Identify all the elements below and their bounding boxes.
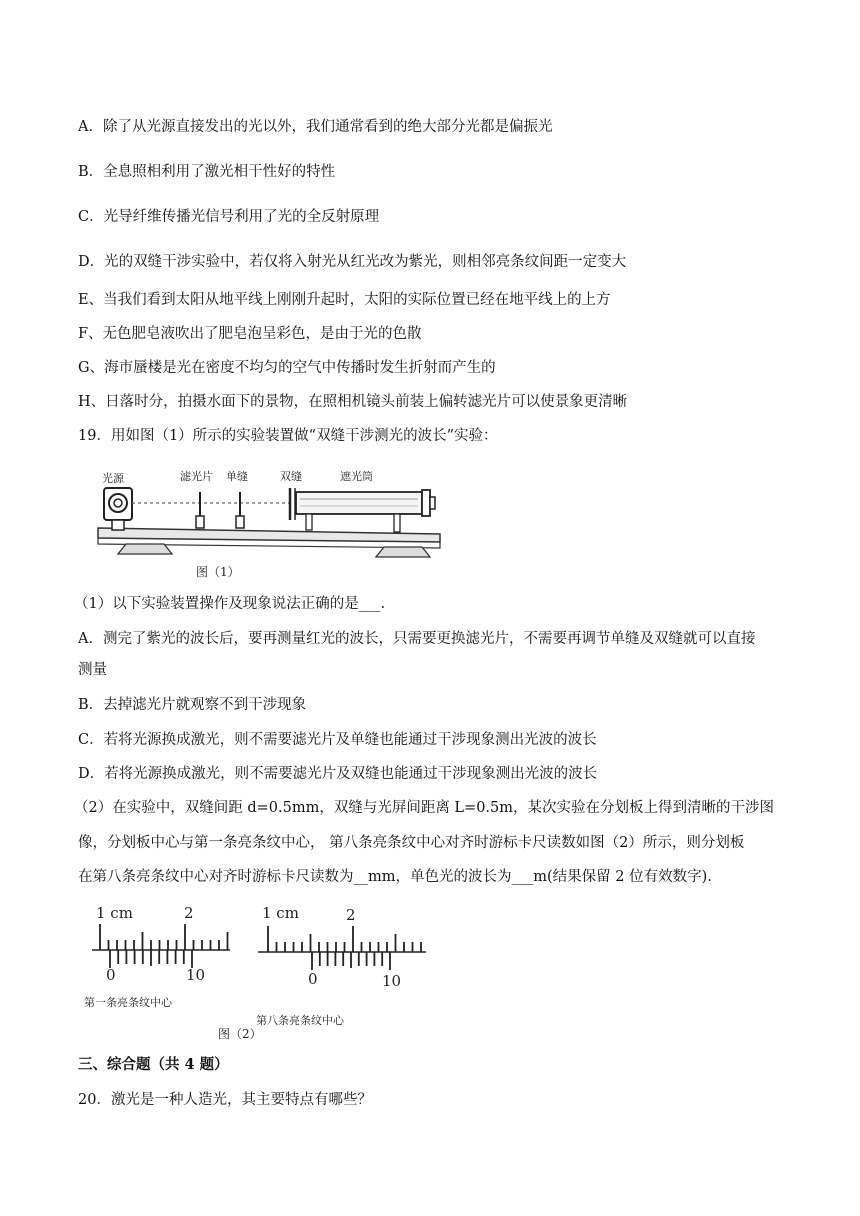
q19-option-D: D．若将光源换成激光，则不需要滤光片及双缝也能通过干涉现象测出光波的波长 — [78, 766, 598, 782]
option-C: C．光导纤维传播光信号利用了光的全反射原理 — [78, 209, 380, 225]
vernier-reading-left — [84, 904, 230, 1009]
question-20: 20．激光是一种人造光，其主要特点有哪些？ — [78, 1092, 372, 1108]
right-caption: 第八条亮条纹中心 — [256, 1014, 344, 1027]
question-19-part-2-line2: 像，分划板中心与第一条亮条纹中心， 第八条亮条纹中心对齐时游标卡尺读数如图（2）所示，则分划板 — [78, 835, 745, 851]
option-B: B．全息照相利用了激光相干性好的特性 — [78, 164, 336, 180]
question-19-part-2-line1: （2）在实验中，双缝间距 d=0.5mm，双缝与光屏间距离 L=0.5m，某次实验在分划板上得到清晰的干涉图 — [74, 800, 775, 816]
right-vernier-10: 10 — [382, 972, 402, 990]
section-3-heading: 三、综合题（共 4 题） — [78, 1056, 229, 1073]
right-main-label-1cm: 1 cm — [262, 904, 299, 922]
label-light-source: 光源 — [102, 472, 124, 485]
question-19-part-2-line3: 在第八条亮条纹中心对齐时游标卡尺读数为__mm，单色光的波长为___m(结果保留 2 位有效数字). — [78, 869, 712, 885]
option-E: E、当我们看到太阳从地平线上刚刚升起时，太阳的实际位置已经在地平线上的上方 — [78, 292, 611, 308]
question-19-part-1: （1）以下实验装置操作及现象说法正确的是___. — [74, 596, 386, 612]
left-vernier-10: 10 — [186, 966, 206, 984]
q19-option-A-line2: 测量 — [78, 662, 107, 678]
figure-1-apparatus — [92, 462, 452, 582]
label-double-slit: 双缝 — [280, 470, 302, 483]
vernier-reading-right — [256, 904, 426, 1027]
left-caption: 第一条亮条纹中心 — [84, 996, 172, 1009]
figure-1-caption: 图（1） — [196, 565, 240, 579]
figure-2-vernier — [80, 898, 440, 1046]
option-D: D．光的双缝干涉实验中，若仅将入射光从红光改为紫光，则相邻亮条纹间距一定变大 — [78, 254, 627, 270]
left-main-label-2: 2 — [184, 904, 194, 922]
option-F: F、无色肥皂液吹出了肥皂泡呈彩色，是由于光的色散 — [78, 326, 422, 342]
left-main-label-1cm: 1 cm — [96, 904, 133, 922]
question-19-stem: 19．用如图（1）所示的实验装置做“双缝干涉测光的波长”实验： — [78, 428, 498, 444]
q19-option-B: B．去掉滤光片就观察不到干涉现象 — [78, 697, 307, 713]
left-vernier-0: 0 — [106, 966, 116, 984]
q19-option-C: C．若将光源换成激光，则不需要滤光片及单缝也能通过干涉现象测出光波的波长 — [78, 732, 597, 748]
label-shield-tube: 遮光筒 — [340, 470, 373, 483]
q19-option-A-line1: A．测完了紫光的波长后，要再测量红光的波长，只需要更换滤光片，不需要再调节单缝及双缝就可以直接 — [78, 631, 756, 647]
right-main-label-2: 2 — [346, 906, 356, 924]
label-single-slit: 单缝 — [226, 470, 248, 483]
option-G: G、海市蜃楼是光在密度不均匀的空气中传播时发生折射而产生的 — [78, 360, 496, 376]
label-filter: 滤光片 — [180, 470, 213, 483]
figure-2-caption: 图（2） — [218, 1027, 262, 1041]
option-A: A．除了从光源直接发出的光以外，我们通常看到的绝大部分光都是偏振光 — [78, 119, 553, 135]
option-H: H、日落时分，拍摄水面下的景物，在照相机镜头前装上偏转滤光片可以使景象更清晰 — [78, 394, 628, 410]
right-vernier-0: 0 — [308, 970, 318, 988]
